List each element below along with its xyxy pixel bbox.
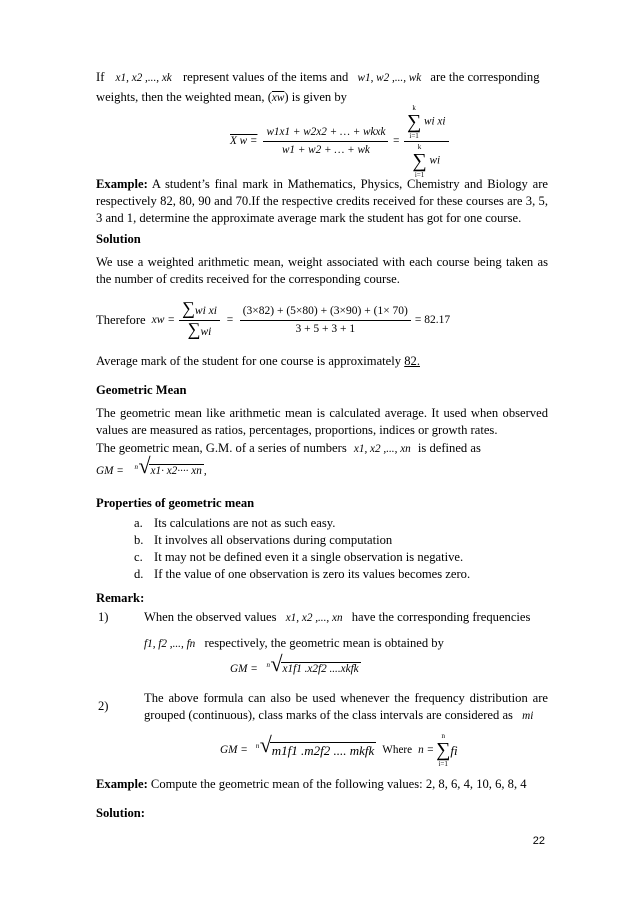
equals-sign: =: [225, 313, 234, 326]
formula-lhs: xw =: [151, 313, 176, 326]
sum-numerator: [404, 103, 449, 142]
page-number: 22: [532, 835, 545, 847]
therefore-label: Therefore: [96, 312, 146, 327]
list-item: 1) When the observed values x1, x2 ,..., xn have the corresponding frequencies: [96, 608, 548, 628]
example-text: Compute the geometric mean of the following values: 2, 8, 6, 4, 10, 6, 8, 4: [147, 777, 527, 791]
example-1: [96, 176, 548, 227]
weighted-mean-symbol: $\overline{xw}$: [271, 92, 285, 104]
gm-grouped-formula: GM = n √ m1f1 .m2f2 .... mkfk Where n = n ∑ i=1 fi: [220, 731, 458, 768]
conclusion-value: 82.: [404, 354, 420, 368]
intro-text: represent values of the items and: [182, 70, 349, 84]
sum-term: wi xi: [424, 115, 446, 128]
formula-numerator: (3×82) + (5×80) + (3×90) + (1× 70): [240, 303, 411, 321]
example-label: Example:: [96, 777, 148, 791]
nth-root: n √ x1· x2···· xn: [134, 453, 202, 478]
x-variables: x1, x2 ,..., xn: [353, 443, 411, 455]
w-variables: w1, w2 ,..., wk: [357, 72, 422, 84]
sum-numerator: ∑wi xi: [179, 300, 220, 321]
formula-result: = 82.17: [414, 313, 451, 326]
sigma-symbol: n ∑ i=1: [436, 732, 451, 768]
list-item: d. If the value of one observation is zero its values becomes zero.: [134, 567, 471, 581]
formula-denominator: w1 + w2 + … + wk: [281, 143, 370, 156]
geometric-mean-para: The geometric mean like arithmetic mean is calculated average. It used when observed values are measured as ratios, percentages, proportions, indices or growth rates.: [96, 406, 548, 437]
x-variables: x1, x2 ,..., xk: [115, 72, 172, 84]
intro-text: If: [96, 70, 105, 84]
list-item: f1, f2 ,..., fn respectively, the geometric mean is obtained by: [144, 636, 444, 650]
formula-numerator: w1x1 + w2x2 + … + wkxk: [263, 124, 388, 142]
list-item: 2) The above formula can also be used whenever the frequency distribution are grouped (continuous), class marks of the class intervals are considered as mi: [98, 691, 548, 722]
formula-lhs: X w =: [230, 134, 258, 147]
list-item: [96, 731, 548, 768]
formula-lhs: GM =: [96, 465, 124, 477]
geometric-mean-definition: [96, 439, 548, 458]
example-label: Example:: [96, 177, 148, 191]
list-marker: 1): [98, 610, 109, 624]
sum-denominator: ∑wi: [187, 318, 212, 339]
gm-frequency-formula: GM = n √ x1f1 .x2f2 ....xkfk: [230, 651, 359, 676]
solution-label: Solution:: [96, 806, 145, 820]
remark-heading: Remark:: [96, 591, 145, 605]
definition-text: The geometric mean, G.M. of a series of numbers: [96, 441, 347, 455]
intro-text: weights, then the weighted mean, (: [96, 90, 272, 104]
value-fraction: [240, 303, 411, 338]
list-item: b. It involves all observations during computation: [134, 533, 393, 547]
weighted-mean-intro-line2: [96, 88, 548, 108]
geometric-mean-heading: Geometric Mean: [96, 383, 187, 397]
weighted-mean-formula: [230, 103, 548, 179]
list-marker: 2): [98, 699, 109, 713]
sum-fraction: [404, 103, 449, 180]
gm-formula: GM = n √ x1· x2···· xn ,: [96, 462, 548, 484]
remark-list: [96, 608, 548, 768]
list-item: a. Its calculations are not as such easy.: [134, 516, 336, 530]
properties-list: [96, 515, 548, 583]
weighted-mean-intro: [96, 68, 548, 88]
formula-fraction: [263, 124, 388, 159]
sigma-symbol: k ∑ i=1: [412, 142, 427, 179]
example-1-conclusion: [96, 352, 548, 371]
intro-text: ) is given by: [284, 90, 347, 104]
sum-term: wi: [429, 154, 441, 167]
example-2: [96, 775, 548, 794]
page-content: [96, 68, 548, 823]
example-1-formula: [96, 296, 548, 344]
solution-text: We use a weighted arithmetic mean, weight associated with each course being taken as the number of credits received for the corresponding course.: [96, 255, 548, 286]
conclusion-text: Average mark of the student for one course is approximately: [96, 354, 405, 368]
equals-sign: =: [392, 134, 400, 147]
solution-label: Solution: [96, 232, 141, 246]
list-item: c. It may not be defined even it a single observation is negative.: [134, 550, 464, 564]
example-text: A student’s final mark in Mathematics, Physics, Chemistry and Biology are respectively 82, 80, 90 and 70.If the respective credits received for these courses are 3, 5, 3 and 1, determine the approximate average mark the student has got for one course.: [96, 177, 548, 225]
definition-text: is defined as: [417, 441, 481, 455]
formula-denominator: 3 + 5 + 3 + 1: [295, 322, 356, 335]
properties-heading: Properties of geometric mean: [96, 496, 255, 510]
sigma-symbol: k ∑ i=1: [406, 103, 422, 140]
list-item: [96, 651, 548, 686]
sum-denominator: [404, 142, 449, 180]
intro-text: are the corresponding: [430, 70, 540, 84]
sum-fraction: [179, 297, 220, 341]
